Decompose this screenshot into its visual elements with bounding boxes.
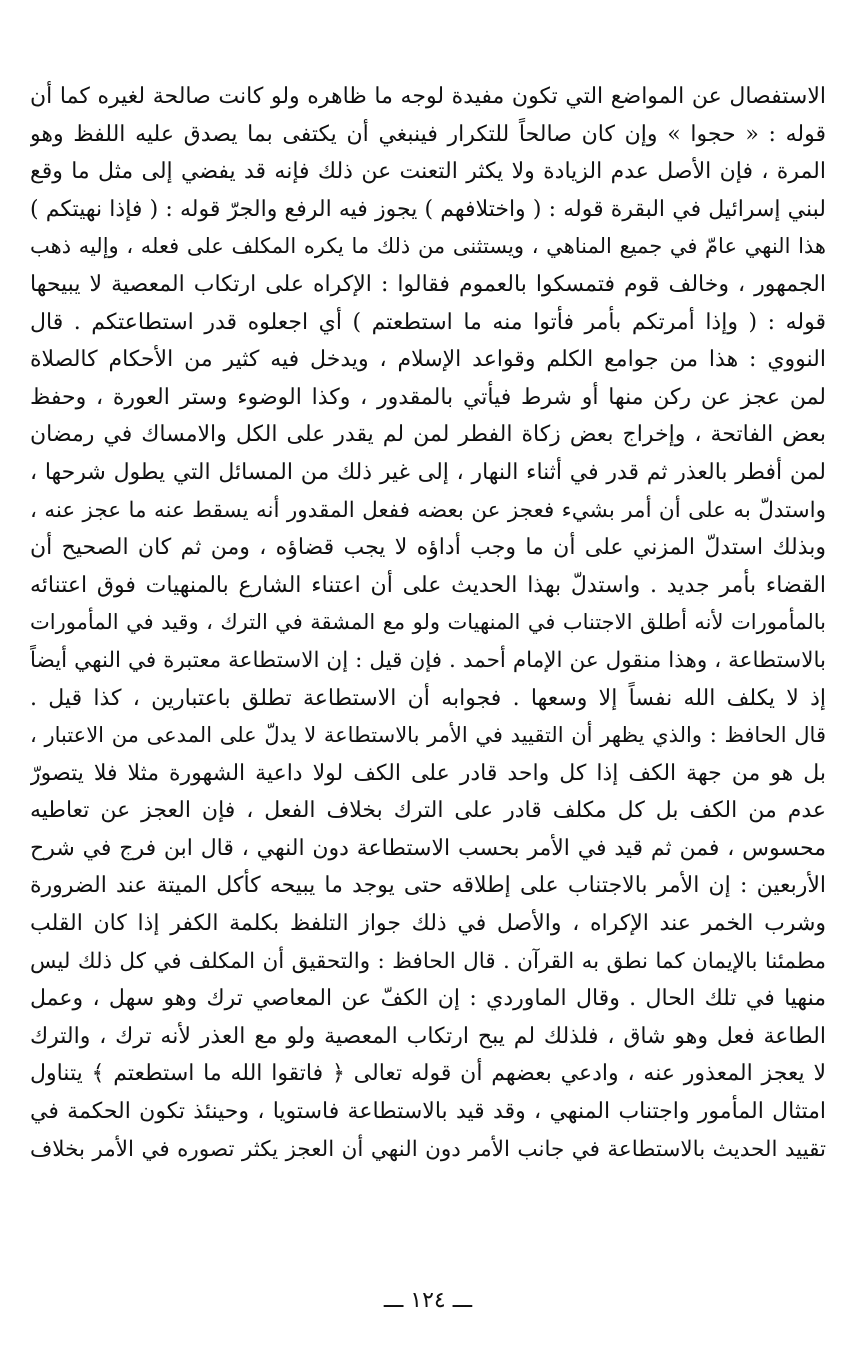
text-line-18: قال الحافظ : والذي يظهر أن التقييد في الأمر بالاستطاعة لا يدلّ على المدعى من الاعتبار ، (30, 723, 826, 748)
text-line-12: واستدلّ به على أن أمر بشيء فعجز عن بعضه ففعل المقدور أنه يسقط عنه ما عجز عنه ، (30, 497, 826, 523)
page-number: ـــ ١٢٤ ـــ (383, 1288, 473, 1313)
text-line-21: محسوس ، فمن ثم قيد في الأمر بحسب الاستطاعة دون النهي ، قال ابن فرج في شرح (30, 835, 826, 861)
text-line-27: لا يعجز المعذور عنه ، وادعي بعضهم أن قوله تعالى ﴿ فاتقوا الله ما استطعتم ﴾ يتناول (30, 1061, 826, 1087)
text-line-19: بل هو من جهة الكف إذا كل واحد قادر على الكف لولا داعية الشهورة مثلا فلا يتصورّ (30, 760, 826, 786)
text-line-5: هذا النهي عامّ في جميع المناهي ، ويستثنى من ذلك ما يكره المكلف على فعله ، وإليه ذهب (30, 234, 826, 259)
text-line-10: بعض الفاتحة ، وإخراج بعض زكاة الفطر لمن لم يقدر على الكل والامساك في رمضان (30, 422, 826, 448)
text-line-22: الأربعين : إن الأمر بالاجتناب على إطلاقه حتى يوجد ما يبيحه كأكل الميتة عند الضرورة (30, 873, 826, 899)
text-line-17: إذ لا يكلف الله نفساً إلا وسعها . فجوابه أن الاستطاعة تطلق باعتبارين ، كذا قيل . (30, 685, 826, 711)
text-line-11: لمن أفطر بالعذر ثم قدر في أثناء النهار ، إلى غير ذلك من المسائل التي يطول شرحها ، (30, 459, 826, 485)
text-line-4: لبني إسرائيل في البقرة قوله : ( واختلافهم ) يجوز فيه الرفع والجرّ قوله : ( فإذا نهيتكم ) (30, 196, 826, 222)
text-line-16: بالاستطاعة ، وهذا منقول عن الإمام أحمد . فإن قيل : إن الاستطاعة معتبرة في النهي أيضاً (30, 647, 826, 673)
text-line-7: قوله : ( وإذا أمرتكم بأمر فأتوا منه ما استطعتم ) أي اجعلوه قدر استطاعتكم . قال (30, 309, 826, 335)
text-line-6: الجمهور ، وخالف قوم فتمسكوا بالعموم فقالوا : الإكراه على ارتكاب المعصية لا يبيحها (30, 271, 826, 297)
text-line-8: النووي : هذا من جوامع الكلم وقواعد الإسلام ، ويدخل فيه كثير من الأحكام كالصلاة (30, 347, 826, 373)
text-line-20: عدم من الكف بل كل مكلف قادر على الترك بخلاف الفعل ، فإن العجز عن تعاطيه (30, 798, 826, 824)
text-line-9: لمن عجز عن ركن منها أو شرط فيأتي بالمقدور ، وكذا الوضوء وستر العورة ، وحفظ (30, 384, 826, 410)
text-line-3: المرة ، فإن الأصل عدم الزيادة ولا يكثر التعنت عن ذلك فإنه قد يفضي إلى مثل ما وقع (30, 159, 826, 185)
text-line-28: امتثال المأمور واجتناب المنهي ، وقد قيد بالاستطاعة فاستويا ، وحينئذ تكون الحكمة في (30, 1099, 826, 1125)
text-line-15: بالمأمورات لأنه أطلق الاجتناب في المنهيات ولو مع المشقة في الترك ، وقيد في المأمورات (30, 610, 826, 635)
text-line-26: الطاعة فعل وهو شاق ، فلذلك لم يبح ارتكاب المعصية ولو مع العذر لأنه ترك ، والترك (30, 1023, 826, 1049)
text-line-29: تقييد الحديث بالاستطاعة في جانب الأمر دون النهي أن العجز يكثر تصوره في الأمر بخلاف (30, 1136, 826, 1162)
text-line-2: قوله : « حجوا » وإن كان صالحاً للتكرار فينبغي أن يكتفى بما يصدق عليه اللفظ وهو (30, 121, 826, 147)
text-line-25: منهيا في تلك الحال . وقال الماوردي : إن الكفّ عن المعاصي ترك وهو سهل ، وعمل (30, 986, 826, 1012)
text-line-23: وشرب الخمر عند الإكراه ، والأصل في ذلك جواز التلفظ بكلمة الكفر إذا كان القلب (30, 911, 826, 937)
text-line-24: مطمئنا بالإيمان كما نطق به القرآن . قال الحافظ : والتحقيق أن المكلف في كل ذلك ليس (30, 948, 826, 974)
text-line-14: القضاء بأمر جديد . واستدلّ بهذا الحديث على أن اعتناء الشارع بالمنهيات فوق اعتنائه (30, 572, 826, 598)
text-line-1: الاستفصال عن المواضع التي تكون مفيدة لوجه ما ظاهره ولو كانت صالحة لغيره كما أن (30, 84, 826, 109)
text-line-13: وبذلك استدلّ المزني على أن ما وجب أداؤه لا يجب قضاؤه ، ومن ثم كان الصحيح أن (30, 535, 826, 561)
